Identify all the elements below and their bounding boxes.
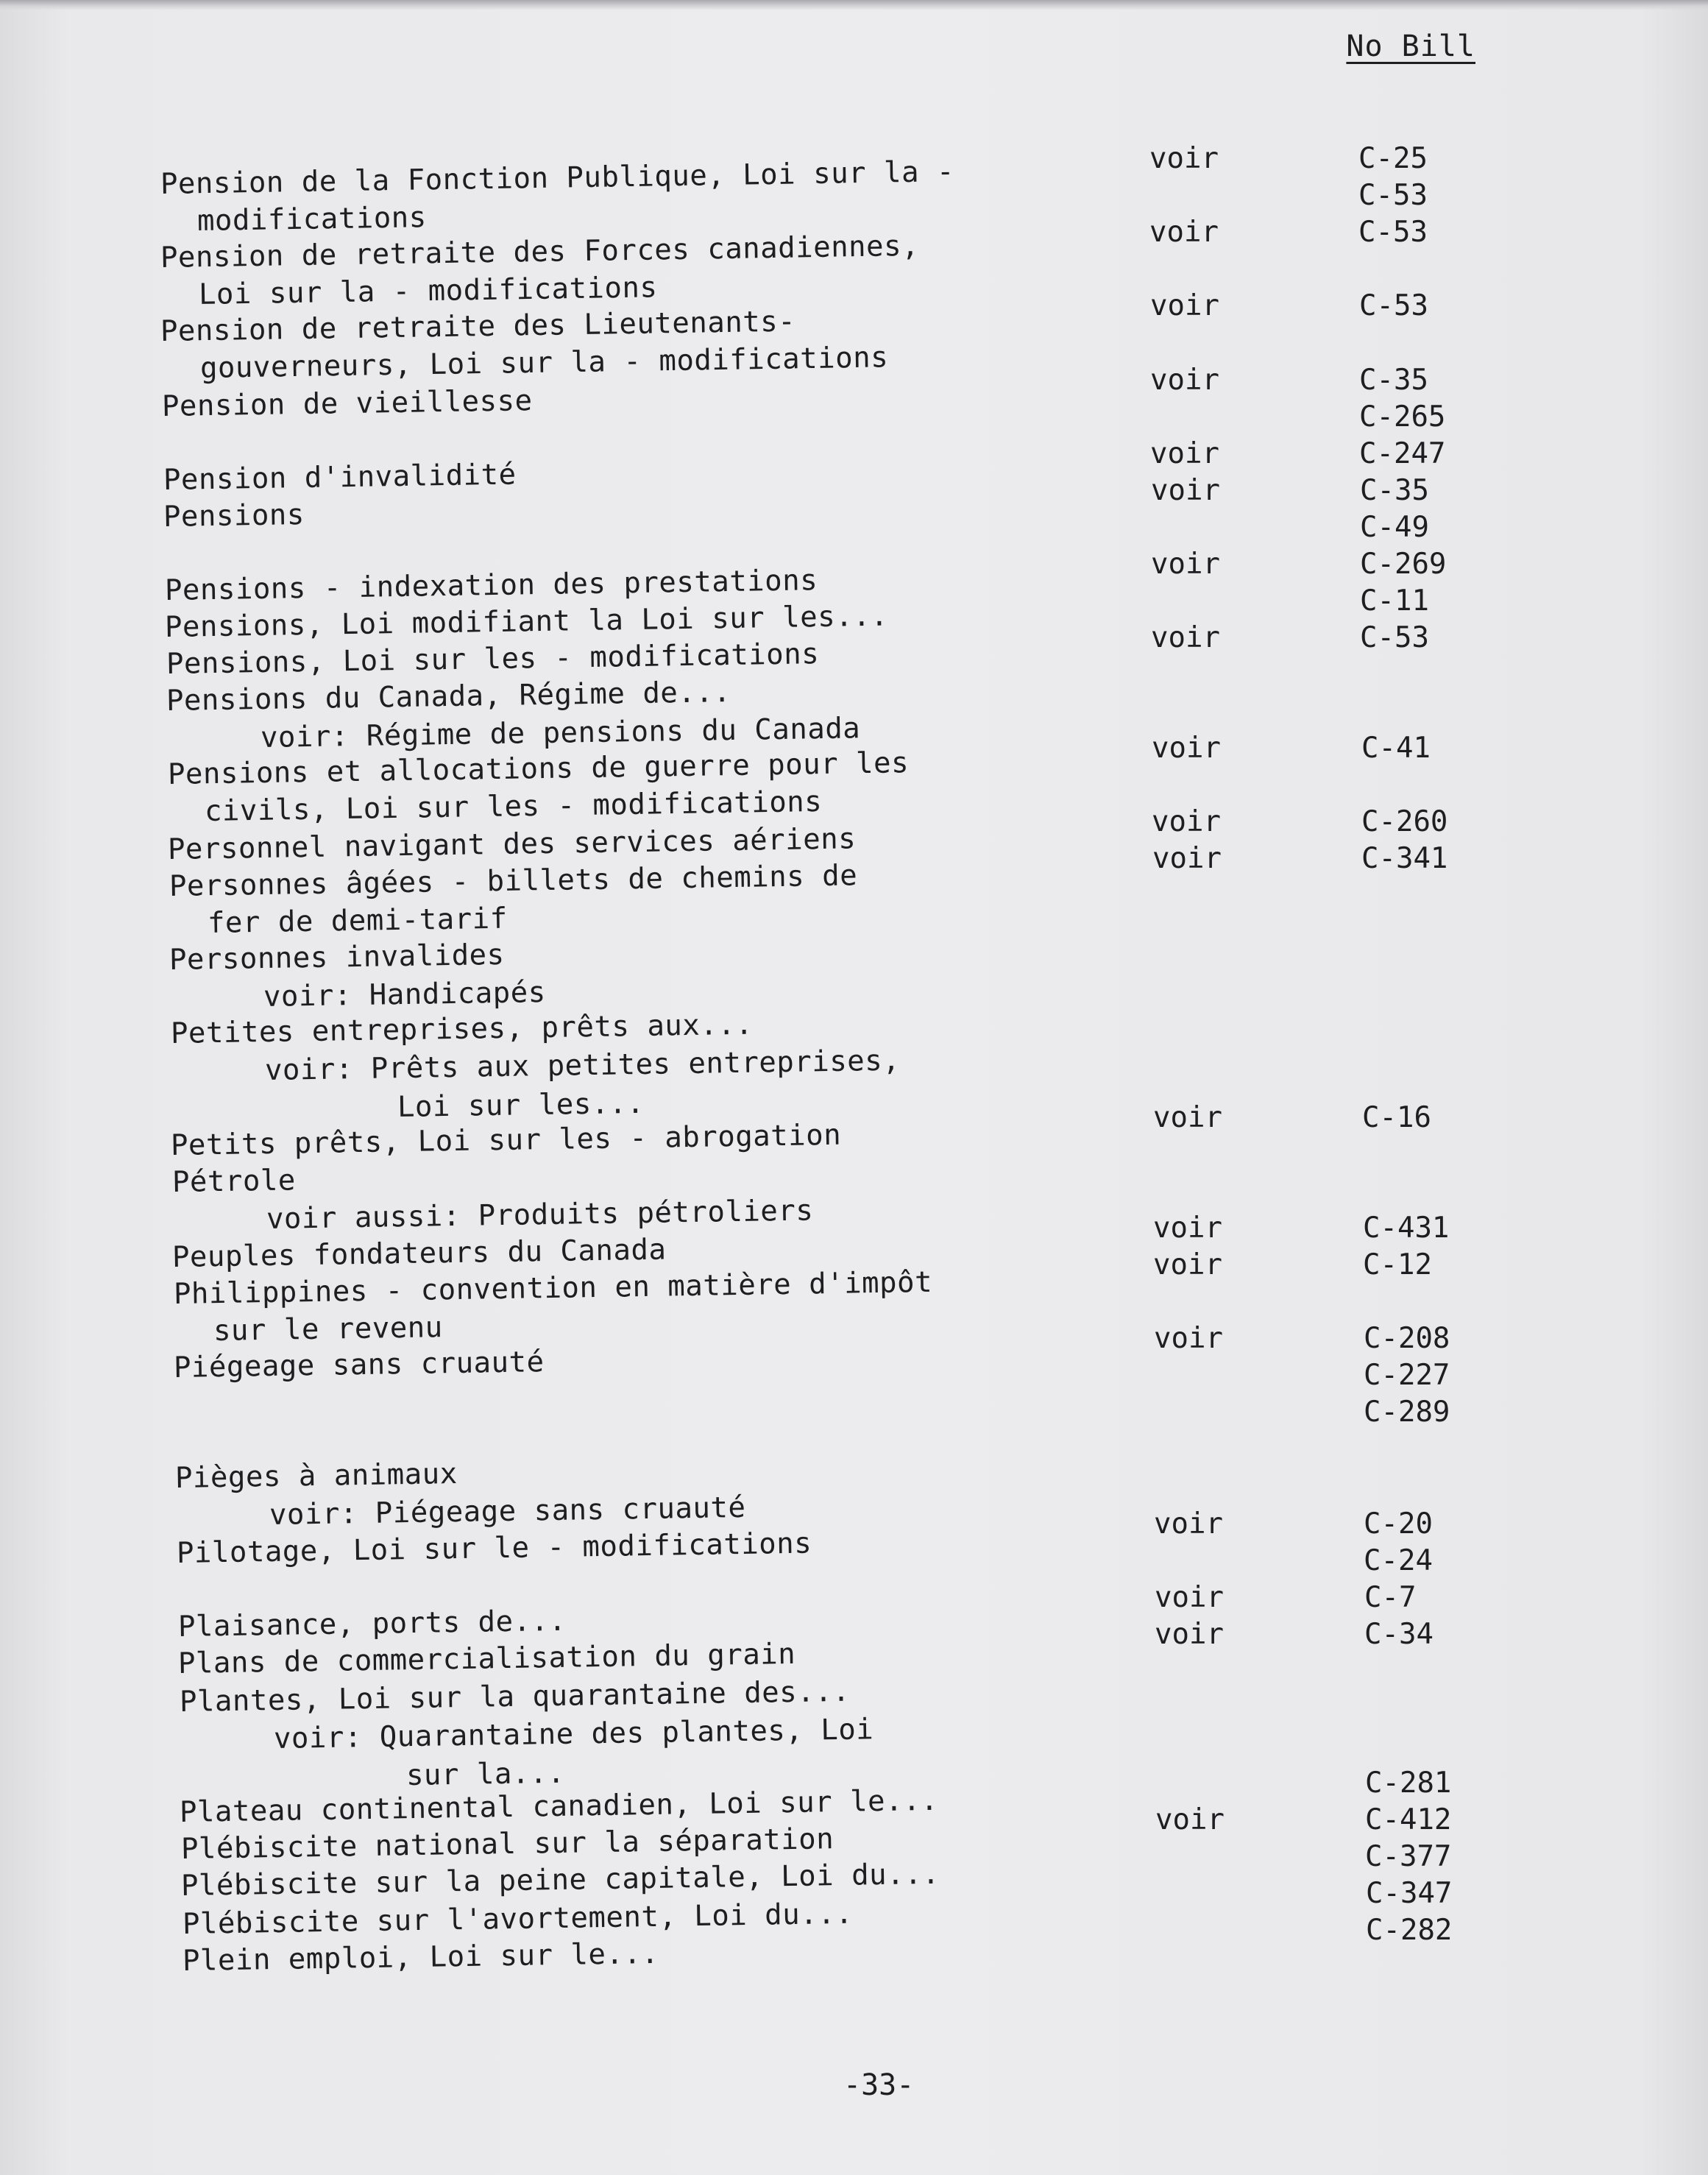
index-entry-heading: Personnes invalides [169, 938, 505, 977]
index-entry-heading: Pension de vieillesse [161, 384, 533, 423]
index-entry-continuation: voir aussi: Produits pétroliers [266, 1194, 814, 1236]
index-entry-heading: Pilotage, Loi sur le - modifications [176, 1527, 812, 1570]
voir-label: voir [1151, 474, 1220, 507]
index-entry-heading: Personnel navigant des services aériens [167, 822, 857, 866]
index-entry-continuation: modifications [196, 201, 428, 238]
index-entry-heading: Plans de commercialisation du grain [177, 1637, 796, 1680]
index-entry-heading: Pensions - indexation des prestations [164, 564, 818, 607]
index-entry-heading: Piégeage sans cruauté [173, 1345, 545, 1384]
voir-label: voir [1151, 548, 1220, 581]
index-entry-heading: Petits prêts, Loi sur les - abrogation [170, 1118, 842, 1162]
index-entry-heading: Pensions du Canada, Régime de... [166, 675, 731, 718]
bill-number: C-412 [1365, 1803, 1452, 1836]
bill-number: C-53 [1358, 216, 1428, 249]
index-entry-continuation: sur le revenu [213, 1311, 444, 1348]
bill-number: C-208 [1364, 1322, 1450, 1355]
bill-number: C-24 [1364, 1544, 1433, 1577]
bill-number: C-34 [1364, 1618, 1434, 1651]
index-entry-heading: Personnes âgées - billets de chemins de [169, 859, 858, 903]
voir-label: voir [1153, 1248, 1222, 1281]
voir-label: voir [1153, 1212, 1222, 1245]
bill-number: C-341 [1361, 842, 1448, 875]
index-entry-heading: Pensions, Loi modifiant la Loi sur les... [164, 599, 889, 644]
voir-label: voir [1149, 142, 1219, 175]
voir-label: voir [1154, 1322, 1223, 1355]
bill-number: C-25 [1358, 142, 1428, 175]
index-entry-heading: Pensions, Loi sur les - modifications [166, 637, 820, 681]
voir-label: voir [1155, 1803, 1225, 1836]
index-entry-continuation: fer de demi-tarif [207, 902, 508, 940]
bill-number: C-41 [1361, 732, 1431, 765]
bill-number: C-7 [1364, 1581, 1417, 1614]
index-entry-heading: Plaisance, ports de... [177, 1604, 567, 1644]
voir-label: voir [1151, 621, 1220, 654]
bill-number: C-281 [1365, 1766, 1452, 1800]
page-number: -33- [843, 2068, 915, 2102]
bill-number: C-431 [1363, 1212, 1450, 1245]
bill-number: C-12 [1363, 1248, 1432, 1281]
bill-number: C-53 [1360, 621, 1429, 654]
bill-number: C-269 [1360, 548, 1447, 581]
index-entry-heading: Petites entreprises, prêts aux... [170, 1008, 754, 1050]
bill-number: C-53 [1358, 179, 1428, 212]
bill-number: C-289 [1364, 1396, 1450, 1429]
index-entry-heading: Pétrole [171, 1164, 297, 1199]
bill-number: C-35 [1360, 474, 1429, 507]
voir-label: voir [1152, 805, 1221, 838]
index-entry-heading: Plébiscite national sur la séparation [180, 1822, 834, 1866]
voir-label: voir [1155, 1581, 1224, 1614]
voir-label: voir [1149, 216, 1219, 249]
bill-number: C-260 [1361, 805, 1448, 838]
bill-number: C-35 [1359, 364, 1428, 397]
bill-number: C-11 [1360, 584, 1429, 618]
index-entry-continuation: gouverneurs, Loi sur la - modifications [199, 341, 889, 385]
index-entry-heading: Philippines - convention en matière d'impôt [173, 1265, 933, 1311]
index-entry-continuation: civils, Loi sur les - modifications [204, 785, 823, 828]
index-entry-continuation: sur la... [405, 1756, 566, 1792]
voir-label: voir [1150, 289, 1219, 322]
index-entry-heading: Plébiscite sur la peine capitale, Loi du... [180, 1857, 940, 1903]
index-entry-continuation: Loi sur les... [397, 1086, 645, 1124]
bill-number: C-347 [1366, 1877, 1453, 1910]
voir-label: voir [1152, 732, 1221, 765]
index-entry-continuation: Loi sur la - modifications [198, 271, 658, 311]
index-entry-continuation: voir: Régime de pensions du Canada [260, 712, 861, 754]
bill-number: C-16 [1362, 1101, 1431, 1134]
voir-label: voir [1154, 1507, 1223, 1541]
bill-number: C-20 [1364, 1507, 1433, 1541]
bill-number: C-49 [1360, 511, 1429, 544]
voir-label: voir [1150, 364, 1219, 397]
bill-number: C-377 [1365, 1840, 1452, 1873]
voir-label: voir [1153, 1101, 1222, 1134]
index-entry-heading: Plateau continental canadien, Loi sur le... [179, 1783, 939, 1829]
index-entry-continuation: voir: Prêts aux petites entreprises, [264, 1044, 901, 1087]
index-entry-heading: Pension de retraite des Lieutenants- [160, 305, 796, 348]
bill-number: C-53 [1359, 289, 1428, 322]
index-entry-heading: Plébiscite sur l'avortement, Loi du... [182, 1897, 854, 1941]
voir-label: voir [1155, 1618, 1224, 1651]
index-entry-heading: Plein emploi, Loi sur le... [182, 1937, 659, 1978]
index-entry-heading: Pensions [163, 498, 305, 534]
bill-column-header: No Bill [1346, 29, 1475, 63]
index-entry-continuation: voir: Handicapés [263, 975, 546, 1014]
bill-number: C-247 [1359, 437, 1446, 470]
voir-label: voir [1150, 437, 1219, 470]
bill-number: C-282 [1366, 1914, 1453, 1947]
index-entry-heading: Pensions et allocations de guerre pour les [167, 746, 910, 791]
index-entry-heading: Pension de retraite des Forces canadiennes, [160, 229, 920, 275]
index-entry-heading: Peuples fondateurs du Canada [171, 1233, 667, 1274]
bill-number: C-227 [1364, 1359, 1450, 1392]
bill-number: C-265 [1359, 400, 1446, 434]
index-entry-heading: Plantes, Loi sur la quarantaine des... [179, 1674, 851, 1719]
index-entry-continuation: voir: Piégeage sans cruauté [269, 1490, 746, 1532]
index-entry-heading: Pension de la Fonction Publique, Loi sur la - [160, 155, 955, 201]
index-entry-continuation: voir: Quarantaine des plantes, Loi [273, 1713, 874, 1755]
index-entry-heading: Pièges à animaux [174, 1457, 458, 1495]
voir-label: voir [1152, 842, 1222, 875]
index-entry-heading: Pension d'invalidité [163, 458, 517, 497]
